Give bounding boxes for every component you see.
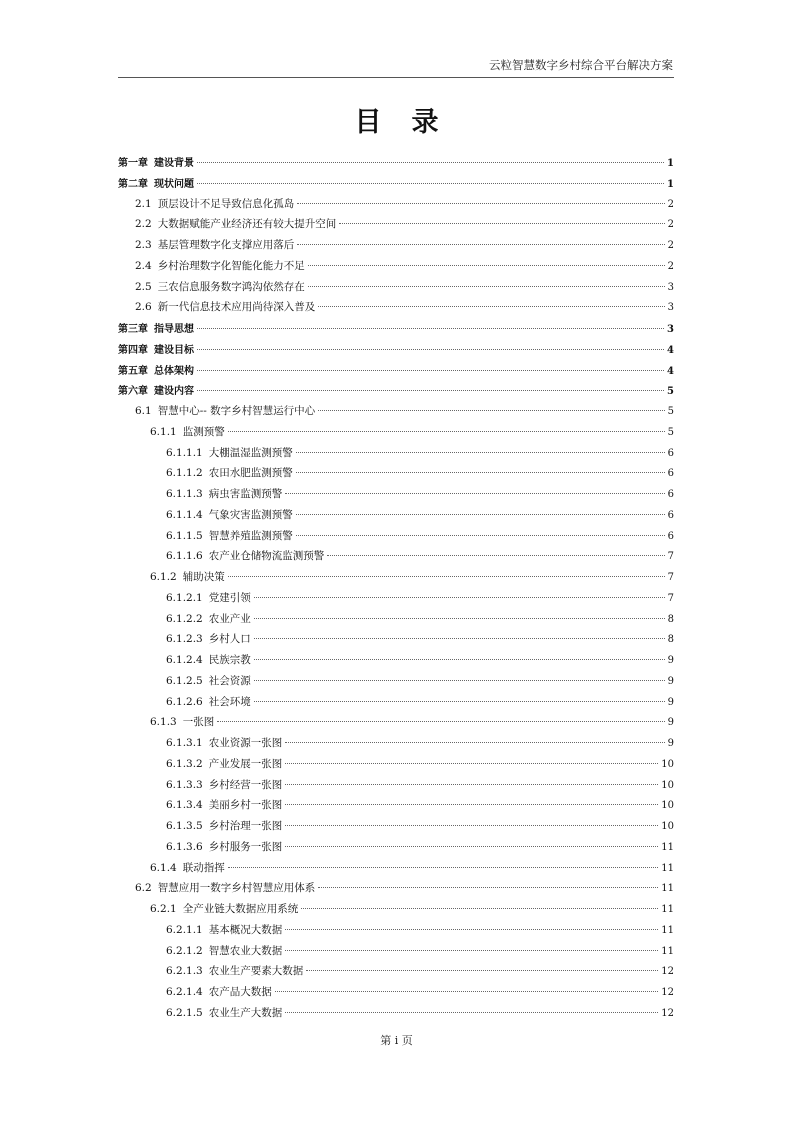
toc-entry-number: 第四章 [118, 344, 148, 356]
toc-leader-dots [228, 576, 665, 577]
toc-leader-dots [318, 887, 658, 888]
toc-leader-dots [254, 701, 665, 702]
toc-leader-dots [301, 908, 658, 909]
toc-leader-dots [197, 183, 664, 184]
toc-entry-number: 2.3 [135, 239, 152, 251]
toc-entry-number: 2.2 [135, 218, 152, 231]
toc-leader-dots [285, 742, 664, 743]
toc-entry-title: 农业生产要素大数据 [208, 965, 304, 978]
toc-entry-number: 6.1.1.1 [166, 446, 203, 459]
toc-entry-title: 新一代信息技术应用尚待深入普及 [157, 301, 316, 314]
toc-entry-number: 6.2.1.5 [166, 1006, 203, 1019]
toc-entry-number: 6.1.1.2 [166, 467, 203, 480]
toc-entry[interactable] [118, 880, 674, 901]
toc-entry-number: 2.4 [135, 259, 152, 272]
toc-entry-title: 农业资源一张图 [208, 737, 283, 749]
toc-entry-page: 2 [667, 198, 674, 210]
toc-leader-dots [197, 162, 664, 163]
toc-entry[interactable] [118, 320, 674, 341]
toc-entry[interactable] [118, 797, 674, 818]
toc-entry[interactable] [118, 196, 674, 217]
toc-entry-title: 三农信息服务数字鸿沟依然存在 [157, 280, 305, 293]
toc-entry-page: 5 [667, 406, 674, 417]
toc-entry-title: 乡村经营一张图 [208, 778, 283, 791]
toc-leader-dots [197, 328, 664, 329]
toc-entry-number: 6.1.1.3 [166, 488, 203, 500]
toc-entry-title: 农产品大数据 [208, 986, 272, 998]
toc-entry-page: 2 [667, 219, 674, 231]
toc-entry-title: 农业生产大数据 [208, 1006, 283, 1019]
toc-entry-page: 9 [667, 738, 674, 749]
toc-leader-dots [228, 431, 665, 432]
toc-entry-page: 5 [667, 426, 674, 438]
toc-leader-dots [197, 390, 664, 391]
toc-entry-number: 6.2.1.2 [166, 944, 203, 957]
toc-entry-number: 6.2.1.1 [166, 923, 203, 936]
toc-leader-dots [228, 867, 659, 868]
toc-entry[interactable] [118, 382, 674, 403]
toc-entry-title: 美丽乡村一张图 [208, 799, 283, 812]
toc-leader-dots [308, 286, 665, 287]
toc-entry-title: 现状问题 [154, 178, 194, 190]
toc-leader-dots [285, 825, 658, 826]
toc-entry-page: 10 [661, 821, 674, 832]
toc-entry[interactable] [118, 424, 674, 445]
toc-entry-number: 6.1.2.3 [166, 633, 203, 646]
toc-entry-number: 2.1 [135, 197, 152, 210]
toc-entry-title: 智慧农业大数据 [208, 944, 283, 957]
toc-entry[interactable] [118, 299, 674, 320]
toc-entry-page: 7 [667, 551, 674, 563]
toc-entry-title: 乡村服务一张图 [208, 840, 283, 853]
toc-leader-dots [318, 306, 664, 307]
toc-leader-dots [327, 555, 664, 556]
toc-entry-page: 1 [667, 178, 674, 190]
toc-entry[interactable] [118, 528, 674, 549]
toc-entry-title: 一张图 [182, 716, 215, 729]
toc-leader-dots [254, 638, 665, 639]
toc-entry-page: 4 [667, 344, 674, 356]
toc-entry-title: 基本概况大数据 [208, 923, 283, 936]
toc-entry-page: 10 [661, 800, 674, 812]
toc-entry-number: 2.6 [135, 301, 152, 314]
toc-entry-number: 6.1.1.4 [166, 508, 203, 521]
toc-entry-page: 9 [667, 717, 674, 729]
toc-entry[interactable] [118, 403, 674, 424]
toc-leader-dots [254, 680, 665, 681]
toc-entry-page: 3 [667, 302, 674, 314]
toc-entry-number: 6.2.1.4 [166, 986, 203, 998]
page-number: 第 i 页 [380, 1034, 413, 1047]
toc-entry-title: 顶层设计不足导致信息化孤岛 [157, 197, 295, 210]
toc-entry[interactable] [118, 735, 674, 756]
toc-entry[interactable] [118, 818, 674, 839]
toc-leader-dots [285, 763, 658, 764]
toc-entry-page: 7 [667, 572, 674, 583]
toc-leader-dots [285, 784, 658, 785]
toc-entry-number: 6.1.2.1 [166, 591, 203, 604]
toc-entry-title: 社会环境 [208, 695, 251, 708]
toc-entry[interactable] [118, 1005, 674, 1026]
toc-entry-title: 建设内容 [154, 386, 194, 398]
toc-leader-dots [285, 1012, 658, 1013]
toc-entry[interactable] [118, 445, 674, 466]
toc-entry-title: 气象灾害监测预警 [208, 508, 293, 521]
toc-entry-number: 6.1.3.6 [166, 840, 203, 853]
toc-entry[interactable] [118, 922, 674, 943]
toc-entry[interactable] [118, 714, 674, 735]
toc-entry-number: 第二章 [118, 178, 148, 190]
toc-entry[interactable] [118, 652, 674, 673]
toc-entry-page: 12 [661, 966, 674, 978]
toc-entry[interactable] [118, 839, 674, 860]
toc-entry-number: 6.1.3.3 [166, 778, 203, 791]
toc-entry-number: 6.1.1.6 [166, 550, 203, 563]
toc-leader-dots [318, 410, 664, 411]
toc-entry-page: 3 [667, 281, 674, 293]
toc-leader-dots [306, 970, 658, 971]
toc-leader-dots [297, 203, 664, 204]
toc-entry-page: 12 [661, 1007, 674, 1019]
toc-entry-title: 基层管理数字化支撑应用落后 [157, 239, 295, 251]
toc-entry[interactable] [118, 673, 674, 694]
toc-entry[interactable] [118, 901, 674, 922]
toc-entry-number: 6.1.3.2 [166, 757, 203, 770]
toc-entry-number: 6.1.2.6 [166, 695, 203, 708]
toc-leader-dots [339, 223, 664, 224]
toc-entry-number: 6.1.2.4 [166, 654, 203, 666]
toc-entry-title: 农产业仓储物流监测预警 [208, 550, 325, 563]
toc-entry[interactable] [118, 984, 674, 1005]
toc-leader-dots [254, 659, 665, 660]
toc-entry-page: 9 [667, 675, 674, 687]
toc-entry-number: 6.1.3 [150, 716, 177, 729]
toc-entry-page: 8 [667, 634, 674, 646]
toc-entry-title: 智慧养殖监测预警 [208, 529, 293, 542]
toc-entry-number: 6.1.3.1 [166, 737, 203, 749]
toc-entry[interactable] [118, 237, 674, 258]
toc-entry-title: 产业发展一张图 [208, 757, 283, 770]
toc-entry-number: 6.2.1.3 [166, 965, 203, 978]
toc-leader-dots [197, 370, 664, 371]
toc-leader-dots [308, 265, 665, 266]
toc-entry-page: 5 [667, 386, 674, 398]
toc-entry-title: 智慧中心-- 数字乡村智慧运行中心 [157, 405, 316, 417]
toc-entry-title: 乡村人口 [208, 633, 251, 646]
toc-leader-dots [285, 493, 664, 494]
toc-entry-page: 6 [667, 530, 674, 542]
toc-leader-dots [217, 721, 664, 722]
toc-entry[interactable] [118, 216, 674, 237]
toc-entry[interactable] [118, 341, 674, 362]
toc-entry[interactable] [118, 631, 674, 652]
toc-entry-title: 农田水肥监测预警 [208, 467, 293, 480]
toc-entry-number: 6.1.1 [150, 425, 177, 438]
toc-entry-title: 建设目标 [154, 344, 194, 356]
toc-entry-page: 11 [661, 862, 674, 874]
toc-leader-dots [254, 618, 665, 619]
toc-leader-dots [285, 929, 658, 930]
toc-leader-dots [296, 535, 665, 536]
toc-entry-title: 党建引领 [208, 591, 251, 604]
toc-leader-dots [296, 514, 665, 515]
toc-entry[interactable] [118, 963, 674, 984]
toc-entry[interactable] [118, 569, 674, 590]
document-header: 云粒智慧数字乡村综合平台解决方案 [489, 58, 673, 72]
toc-leader-dots [275, 991, 659, 992]
toc-entry-number: 第三章 [118, 324, 148, 335]
toc-entry-page: 11 [661, 904, 674, 915]
toc-entry-number: 6.1 [135, 405, 152, 417]
toc-entry-page: 6 [667, 509, 674, 521]
toc-entry-title: 病虫害监测预警 [208, 488, 283, 500]
toc-entry-number: 2.5 [135, 280, 152, 293]
toc-entry-page: 6 [667, 489, 674, 500]
toc-entry-title: 大数据赋能产业经济还有较大提升空间 [157, 218, 337, 231]
toc-entry-number: 6.1.2.2 [166, 612, 203, 625]
toc-entry-page: 2 [667, 240, 674, 251]
toc-entry-page: 2 [667, 260, 674, 272]
toc-entry[interactable] [118, 486, 674, 507]
toc-entry-title: 民族宗教 [208, 654, 251, 666]
page-title: 目录 [354, 107, 469, 138]
toc-entry-page: 9 [667, 655, 674, 666]
toc-entry-number: 6.1.4 [150, 861, 177, 874]
toc-entry-page: 10 [661, 779, 674, 791]
toc-entry-page: 9 [667, 696, 674, 708]
toc-entry-title: 全产业链大数据应用系统 [182, 903, 299, 915]
toc-entry-number: 6.1.3.5 [166, 820, 203, 832]
toc-entry-title: 辅助决策 [182, 571, 225, 583]
toc-entry[interactable] [118, 279, 674, 300]
toc-leader-dots [285, 804, 658, 805]
toc-entry-title: 联动指挥 [182, 861, 225, 874]
toc-entry[interactable] [118, 507, 674, 528]
toc-entry-title: 监测预警 [182, 425, 225, 438]
toc-entry-number: 第六章 [118, 386, 148, 398]
toc-entry-page: 11 [661, 924, 674, 936]
toc-leader-dots [285, 950, 658, 951]
toc-entry-number: 第五章 [118, 365, 148, 377]
toc-entry-number: 6.1.2 [150, 571, 177, 583]
toc-entry-title: 社会资源 [208, 674, 251, 687]
toc-entry[interactable] [118, 777, 674, 798]
toc-entry-number: 6.1.2.5 [166, 674, 203, 687]
toc-entry[interactable] [118, 611, 674, 632]
toc-entry-page: 12 [661, 987, 674, 998]
toc-entry-page: 6 [667, 447, 674, 459]
header-rule [118, 77, 674, 78]
toc-entry-title: 建设背景 [154, 158, 194, 169]
toc-entry-title: 智慧应用一数字乡村智慧应用体系 [157, 882, 316, 895]
toc-entry[interactable] [118, 548, 674, 569]
toc-entry[interactable] [118, 175, 674, 196]
toc-entry-page: 8 [667, 613, 674, 625]
toc-entry-title: 指导思想 [154, 324, 194, 335]
toc-entry-number: 6.2.1 [150, 903, 177, 915]
toc-leader-dots [285, 846, 658, 847]
toc-leader-dots [296, 472, 665, 473]
toc-entry-page: 4 [667, 365, 674, 377]
toc-entry[interactable] [118, 465, 674, 486]
toc-entry-title: 乡村治理一张图 [208, 820, 283, 832]
toc-entry-page: 11 [661, 883, 674, 895]
toc-entry[interactable] [118, 590, 674, 611]
toc-entry[interactable] [118, 756, 674, 777]
toc-entry-page: 6 [667, 468, 674, 480]
toc-entry[interactable] [118, 362, 674, 383]
toc-entry[interactable] [118, 943, 674, 964]
toc-leader-dots [297, 244, 664, 245]
toc-entry-number: 6.1.3.4 [166, 799, 203, 812]
toc-entry-page: 1 [667, 158, 674, 169]
toc-entry[interactable] [118, 154, 674, 175]
toc-entry-page: 11 [661, 841, 674, 853]
toc-entry-title: 大棚温湿监测预警 [208, 446, 293, 459]
toc-leader-dots [296, 452, 665, 453]
toc-entry-title: 总体架构 [154, 365, 194, 377]
toc-entry-title: 乡村治理数字化智能化能力不足 [157, 259, 305, 272]
toc-leader-dots [197, 349, 664, 350]
toc-entry-page: 7 [667, 592, 674, 604]
table-of-contents [118, 154, 674, 1026]
toc-leader-dots [254, 597, 665, 598]
toc-entry-number: 第一章 [118, 158, 148, 169]
toc-entry[interactable] [118, 694, 674, 715]
toc-entry-title: 农业产业 [208, 612, 251, 625]
toc-entry-page: 3 [667, 324, 674, 335]
toc-entry-page: 10 [661, 758, 674, 770]
toc-entry-number: 6.2 [135, 882, 152, 895]
toc-entry[interactable] [118, 860, 674, 881]
toc-entry-number: 6.1.1.5 [166, 529, 203, 542]
toc-entry[interactable] [118, 258, 674, 279]
toc-entry-page: 11 [661, 945, 674, 957]
